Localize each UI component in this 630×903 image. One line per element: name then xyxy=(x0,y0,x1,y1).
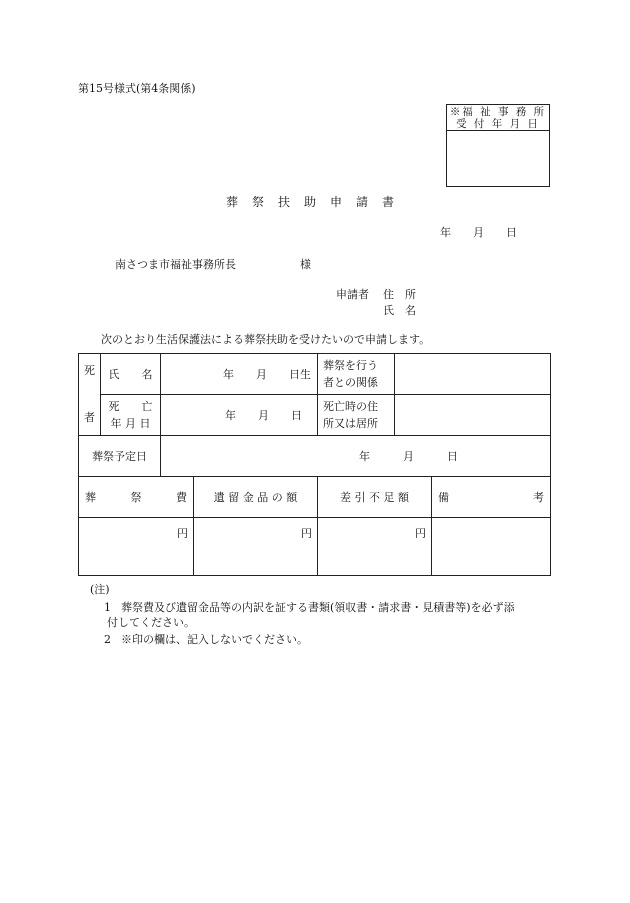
remaining-assets-amount[interactable] xyxy=(194,518,318,576)
header-cost-char-1: 葬 xyxy=(85,491,96,504)
note-1-line-2: 付してください。 xyxy=(107,616,195,629)
reception-stamp-header xyxy=(447,105,549,131)
header-funeral-cost xyxy=(79,477,194,518)
funeral-date-text: 年 月 日 xyxy=(359,450,458,463)
applicant-name-label: 氏 名 xyxy=(383,304,416,317)
header-cost-char-2: 祭 xyxy=(130,491,142,504)
applicant-label: 申請者 xyxy=(336,288,369,301)
death-date-label xyxy=(101,395,161,436)
header-remarks-char-1: 備 xyxy=(438,491,449,504)
relation-label-2: 者との関係 xyxy=(323,376,378,389)
yen-unit: 円 xyxy=(301,527,312,540)
header-cost-char-3: 費 xyxy=(176,491,187,504)
yen-unit: 円 xyxy=(415,527,426,540)
deceased-label-bottom: 者 xyxy=(79,395,101,436)
reception-stamp-box xyxy=(446,104,550,187)
header-remaining-assets: 遺 留 金 品 の 額 xyxy=(194,477,318,518)
page-title: 葬 祭 扶 助 申 請 書 xyxy=(226,195,396,209)
note-2: ※印の欄は、記入しないでください。 xyxy=(121,633,308,646)
note-1-number: 1 xyxy=(104,601,111,614)
residence-label-1: 死亡時の住 xyxy=(323,400,378,413)
addressee: 南さつま市福祉事務所長 xyxy=(115,258,236,271)
funeral-cost-amount[interactable] xyxy=(79,518,194,576)
deceased-label-top: 死 xyxy=(79,354,101,395)
relation-label xyxy=(318,354,395,395)
application-table xyxy=(78,353,551,576)
note-1-line-1: 葬祭費及び遺留金品等の内訳を証する書類(領収書・請求書・見積書等)を必ず添 xyxy=(121,601,515,614)
residence-label-2: 所又は居所 xyxy=(323,417,378,430)
header-remarks xyxy=(432,477,551,518)
deceased-birth-date[interactable] xyxy=(161,354,318,395)
shortfall-amount[interactable] xyxy=(318,518,432,576)
remarks-field[interactable] xyxy=(432,518,551,576)
death-date[interactable] xyxy=(161,395,318,436)
statement: 次のとおり生活保護法による葬祭扶助を受けたいので申請します。 xyxy=(101,333,431,346)
addressee-honorific: 様 xyxy=(300,258,311,271)
header-remarks-char-2: 考 xyxy=(533,491,544,504)
funeral-date-label: 葬祭予定日 xyxy=(79,436,161,477)
yen-unit: 円 xyxy=(177,527,188,540)
relation-label-1: 葬祭を行う xyxy=(323,359,378,372)
applicant-address-label: 住 所 xyxy=(383,288,416,301)
relation-field[interactable] xyxy=(395,354,551,395)
application-date: 年 月 日 xyxy=(440,226,517,239)
death-label-2: 年 月 日 xyxy=(110,417,151,430)
death-date-text: 年 月 日 xyxy=(225,409,302,422)
header-shortfall: 差 引 不 足 額 xyxy=(318,477,432,518)
birth-date-text: 年 月 日生 xyxy=(223,368,311,381)
stamp-line-2: 受 付 年 月 日 xyxy=(456,118,540,130)
form-number: 第15号様式(第4条関係) xyxy=(78,82,196,95)
residence-label xyxy=(318,395,395,436)
notes-heading: (注) xyxy=(90,583,110,596)
note-2-number: 2 xyxy=(104,633,111,646)
residence-field[interactable] xyxy=(395,395,551,436)
death-label-1: 死 亡 xyxy=(108,400,153,413)
funeral-date[interactable] xyxy=(161,436,551,477)
stamp-line-1: ※福 祉 事 務 所 xyxy=(449,106,547,118)
deceased-name-label: 氏 名 xyxy=(101,354,161,395)
